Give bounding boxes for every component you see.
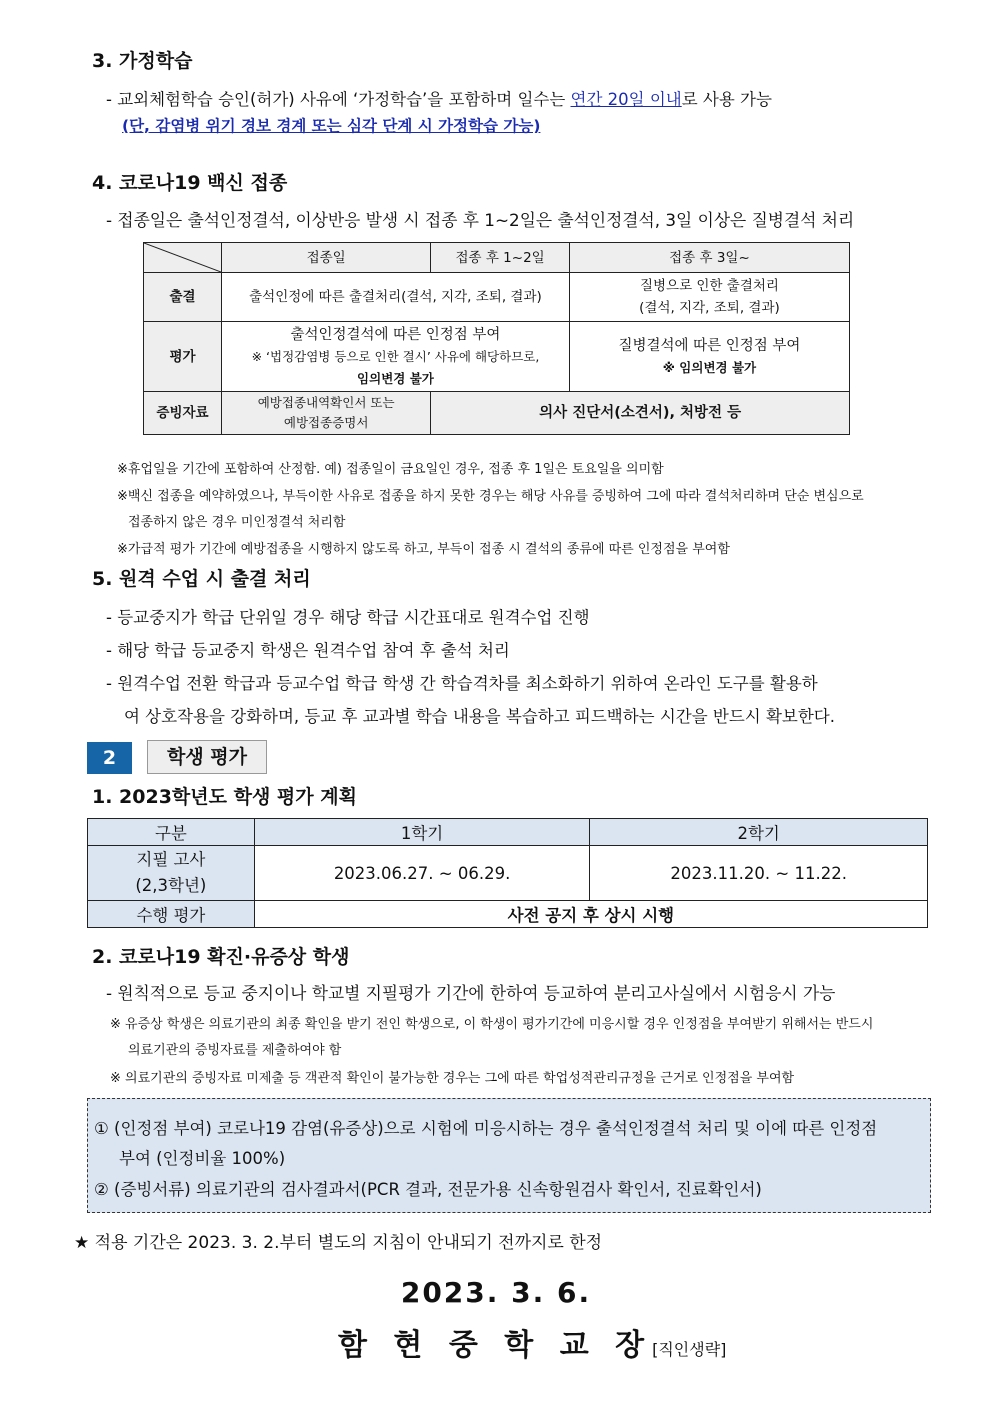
covid-student-desc: - 원칙적으로 등교 중지이나 학교별 지필평가 기간에 한하여 등교하여 분리고사실에서 시험응시 가능 bbox=[106, 983, 836, 1003]
cell-line: 예방접종내역확인서 또는 bbox=[257, 395, 395, 410]
cell-line: 예방접종증명서 bbox=[283, 415, 369, 430]
eval-row-performance-value: 사전 공지 후 상시 시행 bbox=[254, 901, 927, 928]
summary-item-1: ① (인정점 부여) 코로나19 감염(유증상)으로 시험에 미응시하는 경우 출석인정결석 처리 및 이에 따른 인정점 bbox=[94, 1119, 878, 1138]
cell-line: 임의변경 불가 bbox=[357, 370, 434, 386]
eval-col-semester-1: 1학기 bbox=[254, 819, 590, 846]
application-period-note: ★ 적용 기간은 2023. 3. 2.부터 별도의 지침이 안내되기 전까지로 한정 bbox=[74, 1233, 603, 1253]
diagonal-line bbox=[144, 243, 221, 272]
part-number-badge: 2 bbox=[87, 742, 132, 774]
row-attendance-label: 출결 bbox=[144, 273, 222, 322]
vaccine-note-2: ※백신 접종을 예약하였으나, 부득이한 사유로 접종을 하지 못한 경우는 해당 사유를 증빙하여 그에 따라 결석처리하며 단순 변심으로 bbox=[117, 489, 864, 504]
row-evidence-a bbox=[222, 392, 431, 435]
summary-item-1b: 부여 (인정비율 100%) bbox=[119, 1149, 286, 1168]
vaccine-note-3: ※가급적 평가 기간에 예방접종을 시행하지 않도록 하고, 부득이 접종 시 결석의 종류에 따른 인정점을 부여함 bbox=[117, 542, 730, 557]
vaccine-note-2b: 접종하지 않은 경우 미인정결석 처리함 bbox=[128, 515, 346, 530]
eval-col-semester-2: 2학기 bbox=[590, 819, 928, 846]
covid-note-1b: 의료기관의 증빙자료를 제출하여야 함 bbox=[128, 1043, 342, 1058]
school-principal: 함 현 중 학 교 장 bbox=[338, 1328, 653, 1363]
col-after-1-2: 접종 후 1~2일 bbox=[431, 243, 570, 273]
eval-col-category: 구분 bbox=[88, 819, 255, 846]
cell-line: ※ ‘법정감염병 등으로 인한 결시’ 사유에 해당하므로, bbox=[251, 348, 540, 364]
row-attendance-b bbox=[569, 273, 849, 322]
cell-line: ※ 임의변경 불가 bbox=[662, 359, 757, 375]
row-eval-b bbox=[569, 322, 849, 392]
signature-line bbox=[338, 1320, 726, 1364]
cell-line: 지필 고사 bbox=[136, 850, 206, 869]
section-5-bullet-2: - 해당 학급 등교중지 학생은 원격수업 참여 후 출석 처리 bbox=[106, 641, 510, 660]
covid-note-1: ※ 유증상 학생은 의료기관의 최종 확인을 받기 전인 학생으로, 이 학생이 평가기간에 미응시할 경우 인정점을 부여받기 위해서는 반드시 bbox=[110, 1017, 874, 1032]
row-evidence-label: 증빙자료 bbox=[144, 392, 222, 435]
summary-box bbox=[87, 1098, 931, 1213]
cell-line: 질병으로 인한 출결처리 bbox=[639, 278, 779, 294]
section-3-line2: (단, 감염병 위기 경보 경계 또는 심각 단계 시 가정학습 가능) bbox=[122, 117, 541, 135]
section-4-title: 4. 코로나19 백신 접종 bbox=[92, 172, 288, 194]
row-evidence-b: 의사 진단서(소견서), 처방전 등 bbox=[431, 392, 850, 435]
vaccine-note-1: ※휴업일을 기간에 포함하여 산정함. 예) 접종일이 금요일인 경우, 접종 후 1일은 토요일을 의미함 bbox=[117, 462, 664, 477]
cell-line: (2,3학년) bbox=[135, 876, 207, 895]
row-eval-label: 평가 bbox=[144, 322, 222, 392]
covid-student-title: 2. 코로나19 확진·유증상 학생 bbox=[92, 946, 350, 968]
vaccine-table bbox=[143, 242, 850, 435]
document-date: 2023. 3. 6. bbox=[400, 1276, 592, 1309]
eval-row-performance-label: 수행 평가 bbox=[88, 901, 255, 928]
section-3-title: 3. 가정학습 bbox=[92, 50, 193, 72]
summary-item-2: ② (증빙서류) 의료기관의 검사결과서(PCR 결과, 전문가용 신속항원검사 확인서, 진료확인서) bbox=[94, 1180, 762, 1199]
eval-plan-title: 1. 2023학년도 학생 평가 계획 bbox=[92, 786, 357, 808]
eval-row-written-s2: 2023.11.20. ~ 11.22. bbox=[590, 846, 928, 901]
section-5-bullet-1: - 등교중지가 학급 단위일 경우 해당 학급 시간표대로 원격수업 진행 bbox=[106, 608, 590, 627]
col-after-3: 접종 후 3일~ bbox=[569, 243, 849, 273]
section-3-line1 bbox=[106, 86, 772, 110]
cell-line: (결석, 지각, 조퇴, 결과) bbox=[639, 300, 780, 316]
row-attendance-a: 출석인정에 따른 출결처리(결석, 지각, 조퇴, 결과) bbox=[222, 273, 570, 322]
row-eval-a bbox=[222, 322, 570, 392]
line1-post: 로 사용 가능 bbox=[681, 90, 772, 109]
eval-row-written-label bbox=[88, 846, 255, 901]
cell-line: 질병결석에 따른 인정점 부여 bbox=[618, 337, 801, 354]
annual-limit-link: 연간 20일 이내 bbox=[570, 90, 682, 109]
covid-note-2: ※ 의료기관의 증빙자료 미제출 등 객관적 확인이 불가능한 경우는 그에 따른 학업성적관리규정을 근거로 인정점을 부여함 bbox=[110, 1071, 795, 1086]
eval-row-written-s1: 2023.06.27. ~ 06.29. bbox=[254, 846, 590, 901]
eval-plan-table bbox=[87, 818, 928, 928]
line1-text: - 교외체험학습 승인(허가) 사유에 ‘가정학습’을 포함하며 일수는 bbox=[106, 90, 571, 109]
diagonal-corner-cell bbox=[144, 243, 222, 273]
seal-omitted: [직인생략] bbox=[652, 1340, 727, 1359]
section-5-bullet-3: - 원격수업 전환 학급과 등교수업 학급 학생 간 학습격차를 최소화하기 위하여 온라인 도구를 활용하 bbox=[106, 674, 818, 693]
section-4-desc: - 접종일은 출석인정결석, 이상반응 발생 시 접종 후 1~2일은 출석인정결석, 3일 이상은 질병결석 처리 bbox=[106, 210, 855, 230]
section-5-bullet-3b: 여 상호작용을 강화하며, 등교 후 교과별 학습 내용을 복습하고 피드백하는 시간을 반드시 확보한다. bbox=[124, 707, 835, 726]
cell-line: 출석인정결석에 따른 인정점 부여 bbox=[290, 326, 501, 343]
part-title-badge: 학생 평가 bbox=[147, 740, 267, 774]
col-vaccination-day: 접종일 bbox=[222, 243, 431, 273]
section-5-title: 5. 원격 수업 시 출결 처리 bbox=[92, 568, 311, 590]
